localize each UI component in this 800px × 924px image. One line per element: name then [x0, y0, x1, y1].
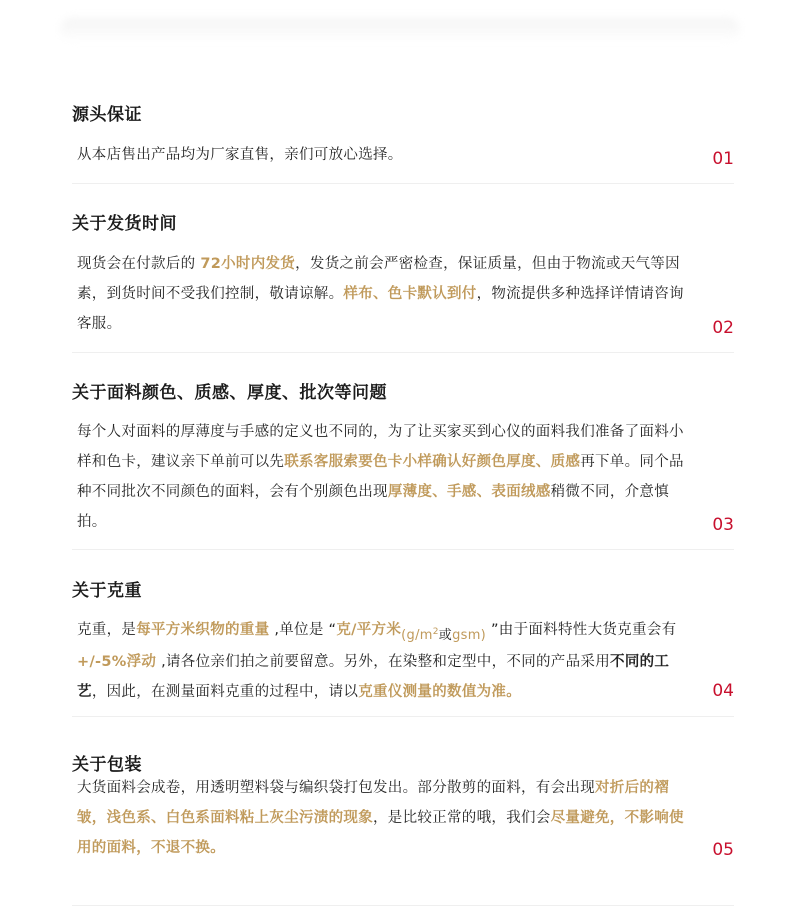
body-text: ，物流提供多种选择详情请咨询客服。	[77, 286, 684, 332]
section-number: 01	[712, 149, 734, 169]
body-text: ,请各位亲们拍之前要留意。另外，在染整和定型中，不同的产品采用	[156, 654, 611, 670]
section-number: 02	[712, 318, 734, 338]
section-number: 04	[712, 681, 734, 701]
highlight-text: 对折后的褶皱，浅色系、白色系面料粘上灰尘污渍的现象	[77, 780, 669, 826]
unit-annotation	[401, 628, 486, 643]
highlight-text: 克重仪测量的数值为准。	[358, 684, 522, 700]
highlight-text: 联系客服索要色卡小样确认好颜色厚度、质感	[284, 454, 581, 470]
section-number: 05	[712, 840, 734, 860]
section-packaging	[72, 753, 734, 909]
section-title: 关于面料颜色、质感、厚度、批次等问题	[72, 383, 387, 403]
body-text: 大货面料会成卷，用透明塑料袋与编织袋打包发出。部分散剪的面料，有会出现	[77, 780, 595, 796]
highlight-text: 厚薄度、手感、表面绒感	[387, 484, 551, 500]
body-text: ，是比较正常的哦，我们会	[373, 810, 551, 826]
section-source-guarantee	[72, 103, 734, 185]
body-text: ，因此，在测量面料克重的过程中，请以	[91, 684, 359, 700]
highlight-text: 克/平方米	[336, 622, 402, 638]
section-body	[77, 417, 692, 537]
section-shipping-time	[72, 212, 734, 354]
highlight-text: 尽量避免，不影响使用的面料，不退不换。	[77, 810, 684, 856]
section-divider	[72, 549, 734, 550]
section-number: 03	[712, 515, 734, 535]
section-divider	[72, 352, 734, 353]
highlight-text: 72小时内发货	[200, 256, 296, 272]
body-text: ,单位是 “	[269, 622, 337, 638]
section-title: 关于发货时间	[72, 214, 177, 234]
unit-text: (g/m	[401, 628, 433, 643]
section-title: 关于克重	[72, 581, 142, 601]
highlight-text: 每平方米织物的重量	[136, 622, 270, 638]
highlight-text: 样布、色卡默认到付	[343, 286, 477, 302]
body-text: 稍微不同，介意慎拍。	[77, 484, 670, 530]
section-body	[77, 140, 692, 170]
body-text: 克重，是	[77, 622, 137, 638]
section-divider	[72, 905, 734, 906]
section-body	[77, 615, 692, 707]
section-fabric-weight	[72, 579, 734, 719]
highlight-text: +/-5%浮动	[77, 654, 157, 670]
section-body	[77, 249, 692, 339]
bold-text: 不同的工艺	[77, 654, 670, 700]
section-body	[77, 773, 692, 863]
body-text: 再下单。同个品种不同批次不同颜色的面料，会有个别颜色出现	[77, 454, 684, 500]
unit-or-text: 或	[438, 628, 453, 643]
section-divider	[72, 716, 734, 717]
body-text: ，发货之前会严密检查，保证质量，但由于物流或天气等因素，到货时间不受我们控制，敬请谅解。	[77, 256, 680, 302]
section-fabric-quality	[72, 381, 734, 551]
unit-superscript: 2	[432, 627, 439, 637]
body-text: 现货会在付款后的	[77, 256, 201, 272]
section-title: 源头保证	[72, 105, 142, 125]
section-divider	[72, 183, 734, 184]
top-shadow-divider	[60, 18, 740, 42]
body-text: 每个人对面料的厚薄度与手感的定义也不同的，为了让买家买到心仪的面料我们准备了面料小样和色卡，建议亲下单前可以先	[77, 424, 684, 470]
unit-text: gsm)	[452, 628, 487, 643]
body-text: 从本店售出产品均为厂家直售，亲们可放心选择。	[77, 147, 403, 163]
section-title: 关于包装	[72, 755, 142, 775]
body-text: ”由于面料特性大货克重会有	[486, 622, 677, 638]
